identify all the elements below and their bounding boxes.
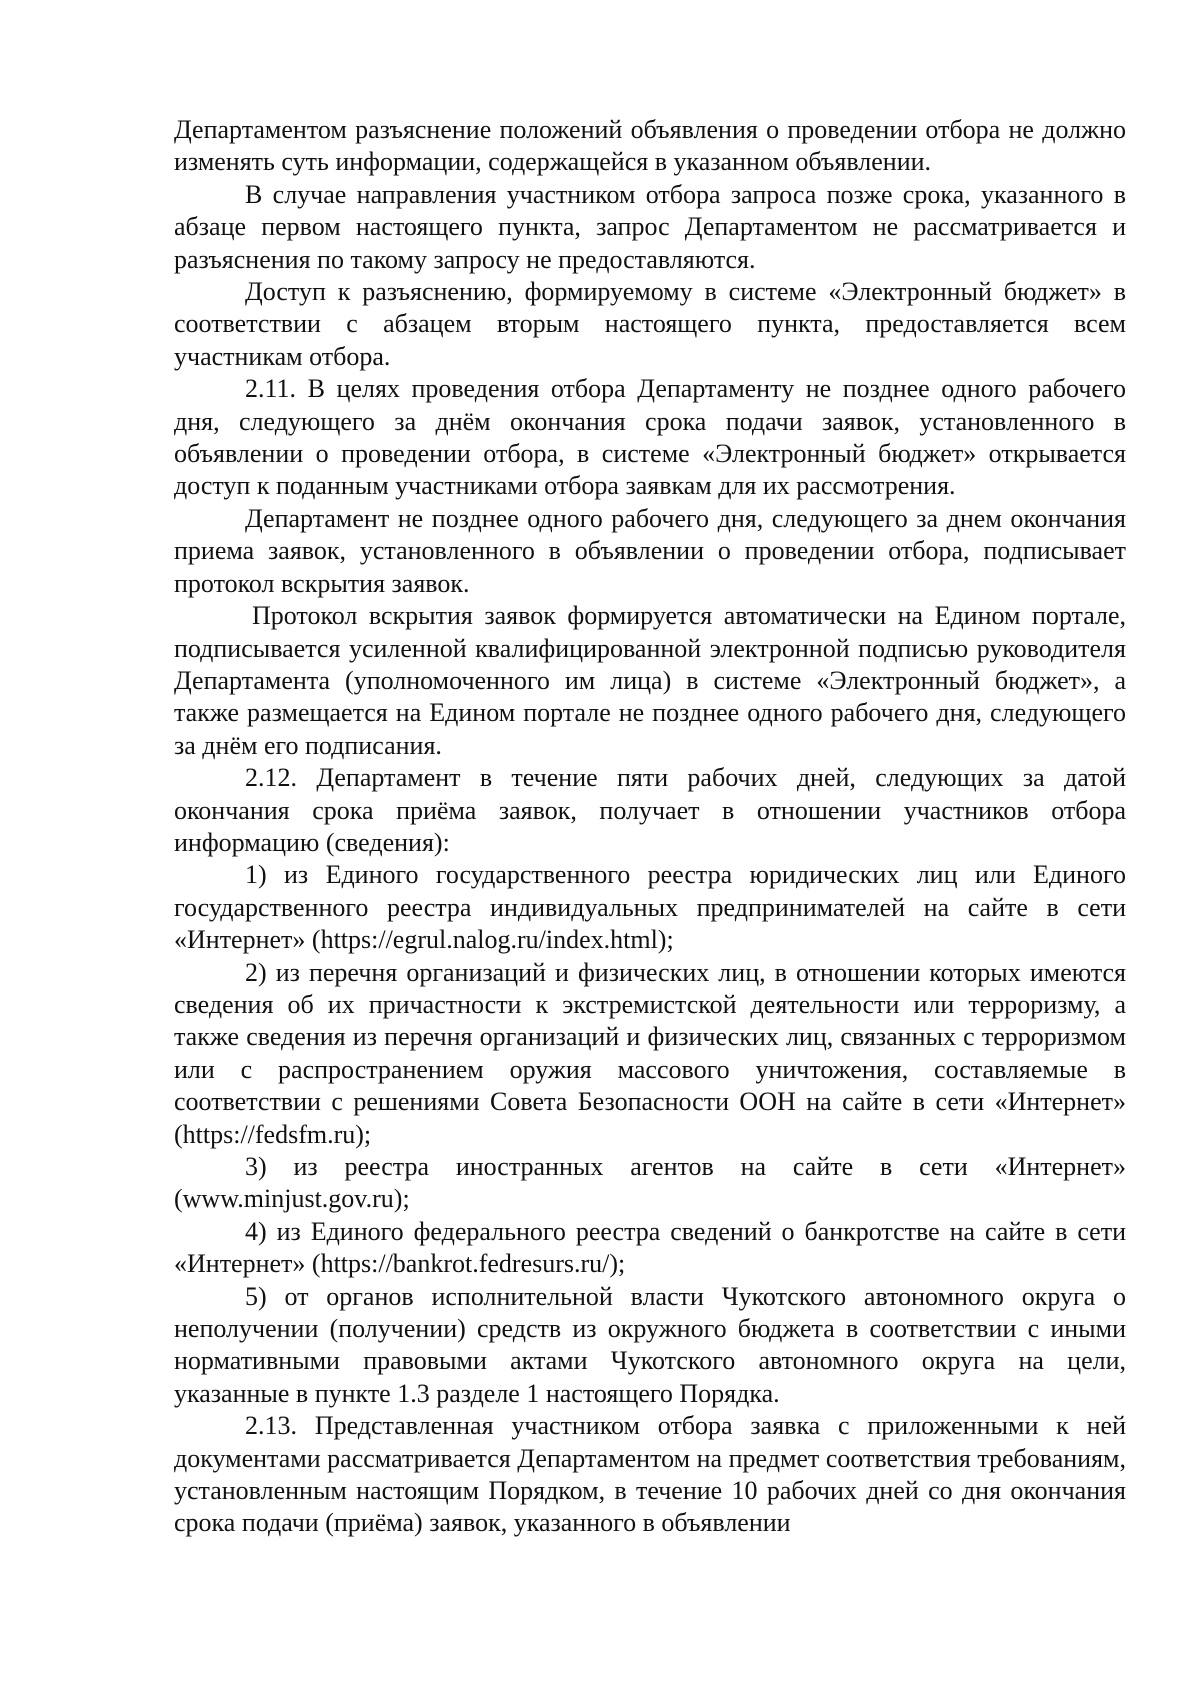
list-item-3-foreign-agents: 3) из реестра иностранных агентов на сайте в сети «Интернет» (www.minjust.gov.ru); xyxy=(174,1152,1126,1214)
list-item-5-executive-bodies: 5) от органов исполнительной власти Чукотского автономного округа о неполучении (получении) средств из окружного бюджета в соответствии с иными нормативными правовыми актами Чукотского автономного округа на цели, указанные в пункте 1.3 разделе 1 настоящего Порядка. xyxy=(174,1281,1126,1408)
paragraph-late-request: В случае направления участником отбора запроса позже срока, указанного в абзаце первом настоящего пункта, запрос Департаментом не рассматривается и разъяснения по такому запросу не предоставляются. xyxy=(174,179,1126,274)
paragraph-2-11: 2.11. В целях проведения отбора Департаменту не позднее одного рабочего дня, следующего за днём окончания срока подачи заявок, установленного в объявлении о проведении отбора, в системе «Электронный бюджет» открывается доступ к поданным участниками отбора заявкам для их рассмотрения. xyxy=(174,374,1126,501)
document-body xyxy=(174,114,1126,1540)
paragraph-clarification-scope: Департаментом разъяснение положений объявления о проведении отбора не должно изменять суть информации, содержащейся в указанном объявлении. xyxy=(174,115,1126,177)
list-item-1-egrul: 1) из Единого государственного реестра юридических лиц или Единого государственного реестра индивидуальных предпринимателей на сайте в сети «Интернет» (https://egrul.nalog.ru/index.html); xyxy=(174,860,1126,955)
paragraph-opening-protocol-portal: Протокол вскрытия заявок формируется автоматически на Едином портале, подписывается усиленной квалифицированной электронной подписью руководителя Департамента (уполномоченного им лица) в системе «Электронный бюджет», а также размещается на Едином портале не позднее одного рабочего дня, следующего за днём его подписания. xyxy=(174,601,1126,760)
paragraph-opening-protocol-signing: Департамент не позднее одного рабочего дня, следующего за днем окончания приема заявок, установленного в объявлении о проведении отбора, подписывает протокол вскрытия заявок. xyxy=(174,503,1126,598)
list-item-2-fedsfm: 2) из перечня организаций и физических лиц, в отношении которых имеются сведения об их причастности к экстремистской деятельности или терроризму, а также сведения из перечня организаций и физических лиц, связанных с терроризмом или с распространением оружия массового уничтожения, составляемые в соответствии с решениями Совета Безопасности ООН на сайте в сети «Интернет» (https://fedsfm.ru); xyxy=(174,957,1126,1149)
paragraph-access-clarification: Доступ к разъяснению, формируемому в системе «Электронный бюджет» в соответствии с абзацем вторым настоящего пункта, предоставляется всем участникам отбора. xyxy=(174,277,1126,371)
paragraph-2-12: 2.12. Департамент в течение пяти рабочих дней, следующих за датой окончания срока приёма заявок, получает в отношении участников отбора информацию (сведения): xyxy=(174,763,1126,857)
list-item-4-bankruptcy: 4) из Единого федерального реестра сведений о банкротстве на сайте в сети «Интернет» (https://bankrot.fedresurs.ru/); xyxy=(174,1216,1126,1279)
paragraph-2-13: 2.13. Представленная участником отбора заявка с приложенными к ней документами рассматривается Департаментом на предмет соответствия требованиям, установленным настоящим Порядком, в течение 10 рабочих дней со дня окончания срока подачи (приёма) заявок, указанного в объявлении xyxy=(174,1411,1126,1538)
